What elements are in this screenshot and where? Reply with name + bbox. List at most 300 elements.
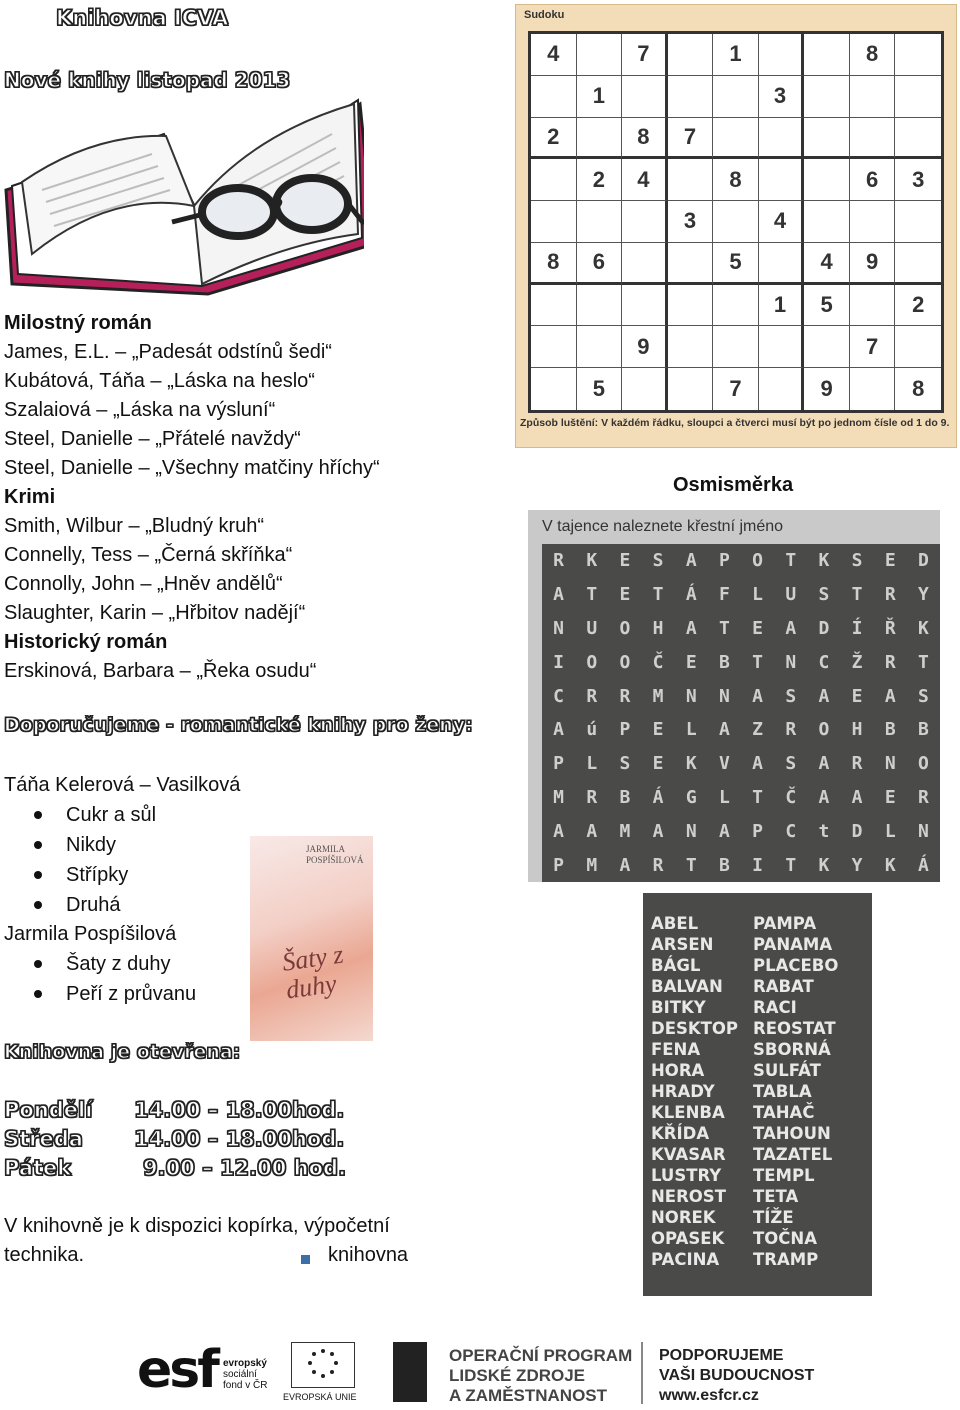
sudoku-cell <box>531 201 577 243</box>
sudoku-cell <box>850 368 896 410</box>
sudoku-cell <box>531 76 577 118</box>
recommend-book: Střípky <box>0 860 240 890</box>
note-line: technika. <box>4 1244 85 1266</box>
book-item: Connolly, John – „Hněv andělů“ <box>4 573 283 595</box>
wordsearch-letter: T <box>718 617 730 639</box>
sudoku-cell: 4 <box>622 159 668 201</box>
recommend-title: Doporučujeme - romantické knihy pro ženy: <box>4 714 473 736</box>
sudoku-cell <box>668 326 714 368</box>
wordsearch-letter: Y <box>917 584 929 606</box>
wordsearch-letter: S <box>818 584 830 606</box>
wordsearch-word: RABAT <box>753 977 814 996</box>
book-item: Erskinová, Barbara – „Řeka osudu“ <box>4 660 317 682</box>
wordsearch-title: Osmisměrka <box>673 474 794 496</box>
wordsearch-word: KLENBA <box>651 1103 725 1122</box>
sudoku-cell: 8 <box>850 34 896 76</box>
book-item: Steel, Danielle – „Přátelé navždy“ <box>4 428 301 450</box>
sudoku-cell <box>622 368 668 410</box>
wordsearch-letter: P <box>752 820 763 842</box>
sudoku-cell <box>577 285 623 327</box>
wordsearch-letter: T <box>752 786 763 808</box>
wordsearch-letter: M <box>652 685 664 707</box>
wordsearch-letter: R <box>652 854 664 876</box>
cover-author: JARMILA POSPÍŠILOVÁ <box>306 844 364 865</box>
sudoku-grid <box>528 31 944 413</box>
wordsearch-letter: L <box>718 786 730 808</box>
wordsearch-letter: E <box>851 685 863 707</box>
recommend-author: Jarmila Pospíšilová <box>4 923 177 945</box>
wordsearch-letter: S <box>785 753 797 775</box>
sudoku-cell <box>668 34 714 76</box>
sudoku-cell <box>759 118 805 160</box>
wordsearch-letter: A <box>884 685 896 707</box>
wordsearch-word: RACI <box>753 998 797 1017</box>
wordsearch-letter: N <box>685 820 697 842</box>
footer-logos <box>137 1338 825 1410</box>
hours-day: Pondělí <box>4 1098 93 1122</box>
wordsearch-letter: N <box>785 651 797 673</box>
sudoku-cell <box>895 118 941 160</box>
sudoku-cell <box>577 326 623 368</box>
wordsearch-word: FENA <box>651 1040 701 1059</box>
eu-caption: EVROPSKÁ UNIE <box>283 1392 357 1402</box>
sudoku-cell <box>713 201 759 243</box>
sudoku-cell <box>668 368 714 410</box>
wordsearch-letter: O <box>619 617 631 639</box>
wordsearch-letter: B <box>718 651 730 673</box>
sudoku-cell <box>577 118 623 160</box>
wordsearch-word: BALVAN <box>651 977 723 996</box>
wordsearch-letter: t <box>818 820 830 842</box>
sudoku-cell <box>895 201 941 243</box>
wordsearch-letter: A <box>586 820 598 842</box>
wordsearch-letter: S <box>785 685 797 707</box>
op-logo <box>373 1338 843 1408</box>
note-line: V knihovně je k dispozici kopírka, výpočetní <box>4 1215 390 1237</box>
cover-title: Šaty z duhy <box>280 939 346 1005</box>
hours-row <box>4 1125 346 1154</box>
wordsearch-letter: Z <box>752 719 763 741</box>
book-item: Slaughter, Karin – „Hřbitov nadějí“ <box>4 602 306 624</box>
sudoku-cell <box>668 243 714 285</box>
wordsearch-letter: B <box>718 854 730 876</box>
wordsearch-letter: O <box>917 753 929 775</box>
wordsearch-letter: E <box>752 617 763 639</box>
book-item: Connelly, Tess – „Černá skříňka“ <box>4 544 293 566</box>
wordsearch-letter: A <box>851 786 863 808</box>
wordsearch-letter: N <box>685 685 697 707</box>
sudoku-cell: 8 <box>531 243 577 285</box>
wordsearch-word-list <box>643 893 872 1296</box>
sudoku-cell <box>804 118 850 160</box>
wordsearch-word: NEROST <box>651 1187 726 1206</box>
sudoku-cell: 8 <box>912 376 925 402</box>
wordsearch-word: TRAMP <box>753 1250 819 1269</box>
wordsearch-word: KŘÍDA <box>651 1124 710 1143</box>
wordsearch-letter: R <box>785 719 797 741</box>
wordsearch-letter: E <box>884 786 896 808</box>
op-text: OPERAČNÍ PROGRAM LIDSKÉ ZDROJE A ZAMĚSTNANOST <box>449 1346 633 1405</box>
wordsearch-word: TAHOUN <box>753 1124 831 1143</box>
wordsearch-letter: O <box>752 550 763 572</box>
wordsearch-letter: K <box>685 753 697 775</box>
wordsearch-word: TOČNA <box>753 1229 817 1248</box>
sudoku-cell <box>531 159 577 201</box>
genre-heading: Historický román <box>4 631 168 653</box>
wordsearch-letter: Č <box>652 651 664 673</box>
sudoku-cell: 3 <box>668 201 714 243</box>
hours-row <box>4 1154 346 1183</box>
wordsearch-letter: E <box>884 550 896 572</box>
wordsearch-letter: Č <box>785 786 797 808</box>
wordsearch-letter: C <box>553 685 564 707</box>
wordsearch-word: PAMPA <box>753 914 817 933</box>
hours-time: 14.00 – 18.00hod. <box>134 1127 345 1151</box>
sudoku-cell <box>759 368 805 410</box>
wordsearch-letter: P <box>553 854 564 876</box>
wordsearch-letter: A <box>718 719 730 741</box>
wordsearch-word: BITKY <box>651 998 706 1017</box>
wordsearch-word: PLACEBO <box>753 956 839 975</box>
wordsearch-letter: T <box>785 854 797 876</box>
wordsearch-letter: K <box>818 550 830 572</box>
sudoku-cell <box>622 76 668 118</box>
recommend-book: Peří z průvanu <box>0 979 240 1009</box>
wordsearch-letter: R <box>586 685 598 707</box>
wordsearch-letter: T <box>917 651 929 673</box>
sudoku-cell: 4 <box>759 201 805 243</box>
wordsearch-subtitle: V tajence naleznete křestní jméno <box>542 518 784 535</box>
sudoku-cell: 3 <box>759 76 805 118</box>
wordsearch-letter: T <box>586 584 598 606</box>
wordsearch-letter: A <box>685 550 697 572</box>
wordsearch-letter: R <box>619 685 631 707</box>
wordsearch-letter: R <box>586 786 598 808</box>
wordsearch-word: BÁGL <box>651 956 701 975</box>
sudoku-cell <box>668 159 714 201</box>
wordsearch-letter: Í <box>851 617 863 639</box>
wordsearch-letter: P <box>553 753 564 775</box>
wordsearch-letter: N <box>718 685 730 707</box>
new-books-list <box>4 309 380 686</box>
wordsearch-letter: T <box>685 854 697 876</box>
wordsearch-grid <box>542 544 940 882</box>
wordsearch-letter: B <box>917 719 929 741</box>
wordsearch-word: SULFÁT <box>753 1061 821 1080</box>
sudoku-cell <box>622 243 668 285</box>
wordsearch-letter: C <box>785 820 797 842</box>
wordsearch-letter: S <box>619 753 631 775</box>
sudoku-cell <box>759 326 805 368</box>
divider <box>641 1342 643 1404</box>
sudoku-cell: 6 <box>850 159 896 201</box>
esf-caption: evropský sociální fond v ČR <box>223 1358 268 1391</box>
wordsearch-letter: S <box>851 550 863 572</box>
wordsearch-letter: H <box>851 719 863 741</box>
sudoku-cell <box>668 285 714 327</box>
sudoku-cell: 2 <box>531 118 577 160</box>
wordsearch-word: LUSTRY <box>651 1166 722 1185</box>
sudoku-cell <box>531 326 577 368</box>
wordsearch-letter: B <box>884 719 896 741</box>
hours-day: Středa <box>4 1127 83 1151</box>
sudoku-cell <box>850 76 896 118</box>
recommend-list <box>4 771 240 1009</box>
wordsearch-word: DESKTOP <box>651 1019 739 1038</box>
wordsearch-letter: I <box>752 854 763 876</box>
wordsearch-word: TABLA <box>753 1082 812 1101</box>
sudoku-cell: 7 <box>713 368 759 410</box>
sudoku-cell <box>804 76 850 118</box>
wordsearch-letter: A <box>718 820 730 842</box>
wordsearch-letter: M <box>619 820 631 842</box>
sudoku-cell <box>668 76 714 118</box>
wordsearch-letter: R <box>884 584 896 606</box>
recommend-book: Šaty z duhy <box>0 949 240 979</box>
sudoku-cell: 4 <box>804 243 850 285</box>
wordsearch-letter: A <box>785 617 797 639</box>
sudoku-cell: 7 <box>668 118 714 160</box>
sudoku-cell <box>804 159 850 201</box>
wordsearch-letter: D <box>851 820 863 842</box>
wordsearch-letter: M <box>553 786 564 808</box>
sudoku-cell <box>804 34 850 76</box>
wordsearch-letter: R <box>553 550 564 572</box>
wordsearch-letter: O <box>818 719 830 741</box>
wordsearch-letter: F <box>718 584 730 606</box>
wordsearch-word: ABEL <box>651 914 699 933</box>
sudoku-cell <box>713 76 759 118</box>
wordsearch-letter: V <box>718 753 730 775</box>
sudoku-cell: 7 <box>622 34 668 76</box>
wordsearch-letter: K <box>884 854 896 876</box>
wordsearch-letter: Á <box>917 854 929 876</box>
wordsearch-letter: E <box>652 753 664 775</box>
sudoku-cell <box>531 285 577 327</box>
wordsearch-letter: A <box>818 753 830 775</box>
sudoku-cell <box>713 326 759 368</box>
sudoku-cell: 2 <box>895 285 941 327</box>
wordsearch-letter: D <box>818 617 830 639</box>
wordsearch-word: TETA <box>753 1187 799 1206</box>
recommend-book: Druhá <box>0 890 240 920</box>
wordsearch-letter: U <box>586 617 598 639</box>
wordsearch-letter: Á <box>685 584 697 606</box>
wordsearch-letter: T <box>652 584 664 606</box>
wordsearch-letter: T <box>785 550 797 572</box>
book-item: Steel, Danielle – „Všechny matčiny hříchy“ <box>4 457 380 479</box>
wordsearch-word: TAHAČ <box>753 1103 815 1122</box>
wordsearch-word: HRADY <box>651 1082 715 1101</box>
wordsearch-letter: B <box>619 786 631 808</box>
wordsearch-panel <box>528 510 940 882</box>
wordsearch-word: SBORNÁ <box>753 1040 831 1059</box>
book-item: Szalaiová – „Láska na výsluní“ <box>4 399 276 421</box>
open-book-illustration <box>2 94 364 306</box>
word-list-right <box>753 913 838 1270</box>
sudoku-cell <box>850 201 896 243</box>
sudoku-panel <box>515 4 957 448</box>
wordsearch-letter: L <box>586 753 598 775</box>
sudoku-cell <box>895 326 941 368</box>
sudoku-cell <box>759 34 805 76</box>
wordsearch-letter: R <box>884 651 896 673</box>
wordsearch-letter: K <box>917 617 929 639</box>
recommend-author: Táňa Kelerová – Vasilková <box>4 774 241 796</box>
support-text: PODPORUJEME VAŠI BUDOUCNOST www.esfcr.cz <box>659 1347 815 1404</box>
esf-logo <box>137 1338 279 1408</box>
word-list-left <box>651 913 738 1270</box>
hours-time: 14.00 – 18.00hod. <box>134 1098 345 1122</box>
sudoku-cell: 7 <box>850 326 896 368</box>
wordsearch-letter: L <box>752 584 763 606</box>
wordsearch-letter: E <box>685 651 697 673</box>
sudoku-cell <box>895 34 941 76</box>
wordsearch-letter: S <box>652 550 664 572</box>
wordsearch-letter: A <box>652 820 664 842</box>
wordsearch-letter: N <box>884 753 896 775</box>
wordsearch-word: HORA <box>651 1061 705 1080</box>
wordsearch-word: OPASEK <box>651 1229 725 1248</box>
recommend-book: Cukr a sůl <box>0 800 240 830</box>
wordsearch-word: REOSTAT <box>753 1019 836 1038</box>
wordsearch-word: TAZATEL <box>753 1145 833 1164</box>
image-placeholder-icon <box>301 1255 310 1264</box>
sudoku-cell: 1 <box>759 285 805 327</box>
sudoku-cell: 8 <box>713 159 759 201</box>
wordsearch-letter: E <box>652 719 664 741</box>
wordsearch-word: ARSEN <box>651 935 714 954</box>
wordsearch-letter: ú <box>586 719 598 741</box>
wordsearch-letter: I <box>553 651 564 673</box>
sudoku-cell: 8 <box>622 118 668 160</box>
wordsearch-letter: U <box>785 584 797 606</box>
wordsearch-letter: P <box>718 550 730 572</box>
sudoku-cell <box>804 326 850 368</box>
wordsearch-word: TÍŽE <box>753 1208 794 1227</box>
sudoku-cell <box>622 285 668 327</box>
sudoku-cell <box>895 243 941 285</box>
wordsearch-letter: S <box>917 685 929 707</box>
genre-heading: Milostný román <box>4 312 152 334</box>
wordsearch-letter: L <box>685 719 697 741</box>
sudoku-cell <box>895 76 941 118</box>
hours-day: Pátek <box>4 1156 72 1180</box>
wordsearch-letter: A <box>619 854 631 876</box>
opening-hours-table <box>4 1096 346 1183</box>
sudoku-cell <box>713 285 759 327</box>
wordsearch-word: PANAMA <box>753 935 833 954</box>
wordsearch-letter: N <box>917 820 929 842</box>
sudoku-cell <box>531 368 577 410</box>
sudoku-cell: 9 <box>850 243 896 285</box>
book-item: James, E.L. – „Padesát odstínů šedi“ <box>4 341 332 363</box>
book-item: Smith, Wilbur – „Bludný kruh“ <box>4 515 265 537</box>
sudoku-cell <box>804 201 850 243</box>
wordsearch-letter: A <box>553 584 564 606</box>
sudoku-rule: Způsob luštění: V každém řádku, sloupci a čtverci musí být po jednom čísle od 1 do 9. <box>520 417 950 429</box>
sudoku-cell <box>759 159 805 201</box>
sudoku-cell <box>577 34 623 76</box>
library-title: Knihovna ICVA <box>56 6 229 30</box>
sudoku-cell: 4 <box>531 34 577 76</box>
sudoku-cell <box>577 201 623 243</box>
wordsearch-letter: Á <box>652 786 664 808</box>
wordsearch-letter: H <box>652 617 664 639</box>
wordsearch-word: KVASAR <box>651 1145 726 1164</box>
note-line: knihovna <box>328 1244 409 1266</box>
sudoku-cell: 1 <box>577 76 623 118</box>
hours-row <box>4 1096 346 1125</box>
eu-flag-icon <box>291 1342 355 1388</box>
wordsearch-letter: O <box>586 651 598 673</box>
wordsearch-letter: Y <box>851 854 863 876</box>
sudoku-cell: 5 <box>804 285 850 327</box>
sudoku-cell: 3 <box>895 159 941 201</box>
eu-logo <box>283 1342 363 1404</box>
sudoku-cell: 2 <box>577 159 623 201</box>
sudoku-cell: 9 <box>622 326 668 368</box>
recommend-book: Nikdy <box>0 830 240 860</box>
sudoku-cell <box>622 201 668 243</box>
sudoku-cell: 5 <box>577 368 623 410</box>
wordsearch-letter: K <box>818 854 830 876</box>
wordsearch-letter: Ř <box>884 617 896 639</box>
wordsearch-letter: A <box>685 617 697 639</box>
wordsearch-letter: C <box>818 651 830 673</box>
wordsearch-letter: T <box>752 651 763 673</box>
book-cover-image <box>250 836 373 1041</box>
sudoku-cell: 9 <box>804 368 850 410</box>
wordsearch-letter: A <box>818 786 830 808</box>
sudoku-cell <box>850 118 896 160</box>
wordsearch-letter: A <box>752 753 763 775</box>
wordsearch-letter: E <box>619 550 631 572</box>
wordsearch-letter: A <box>553 820 564 842</box>
opening-hours-title: Knihovna je otevřena: <box>4 1041 241 1063</box>
wordsearch-letter: R <box>851 753 863 775</box>
wordsearch-letter: P <box>619 719 631 741</box>
wordsearch-word: PACINA <box>651 1250 720 1269</box>
wordsearch-letter: N <box>553 617 564 639</box>
sudoku-title: Sudoku <box>524 9 565 21</box>
sudoku-cell: 1 <box>713 34 759 76</box>
wordsearch-letter: G <box>685 786 697 808</box>
wordsearch-letter: E <box>619 584 631 606</box>
wordsearch-word: TEMPL <box>753 1166 815 1185</box>
wordsearch-letter: K <box>586 550 598 572</box>
wordsearch-letter: O <box>619 651 631 673</box>
wordsearch-letter: M <box>586 854 598 876</box>
sudoku-cell <box>850 285 896 327</box>
esf-logo-text: esf <box>137 1340 217 1400</box>
wordsearch-letter: A <box>752 685 763 707</box>
wordsearch-letter: R <box>917 786 929 808</box>
wordsearch-letter: L <box>884 820 896 842</box>
book-item: Kubátová, Táňa – „Láska na heslo“ <box>4 370 315 392</box>
wordsearch-letter: T <box>851 584 863 606</box>
hours-time: 9.00 – 12.00 hod. <box>143 1156 347 1180</box>
wordsearch-letter: Ž <box>851 651 863 673</box>
wordsearch-letter: D <box>917 550 929 572</box>
op-figure-icon <box>393 1342 427 1402</box>
wordsearch-word: NOREK <box>651 1208 716 1227</box>
wordsearch-letter: A <box>553 719 564 741</box>
sudoku-cell <box>759 243 805 285</box>
genre-heading: Krimi <box>4 486 56 508</box>
wordsearch-letter: A <box>818 685 830 707</box>
sudoku-cell: 5 <box>713 243 759 285</box>
